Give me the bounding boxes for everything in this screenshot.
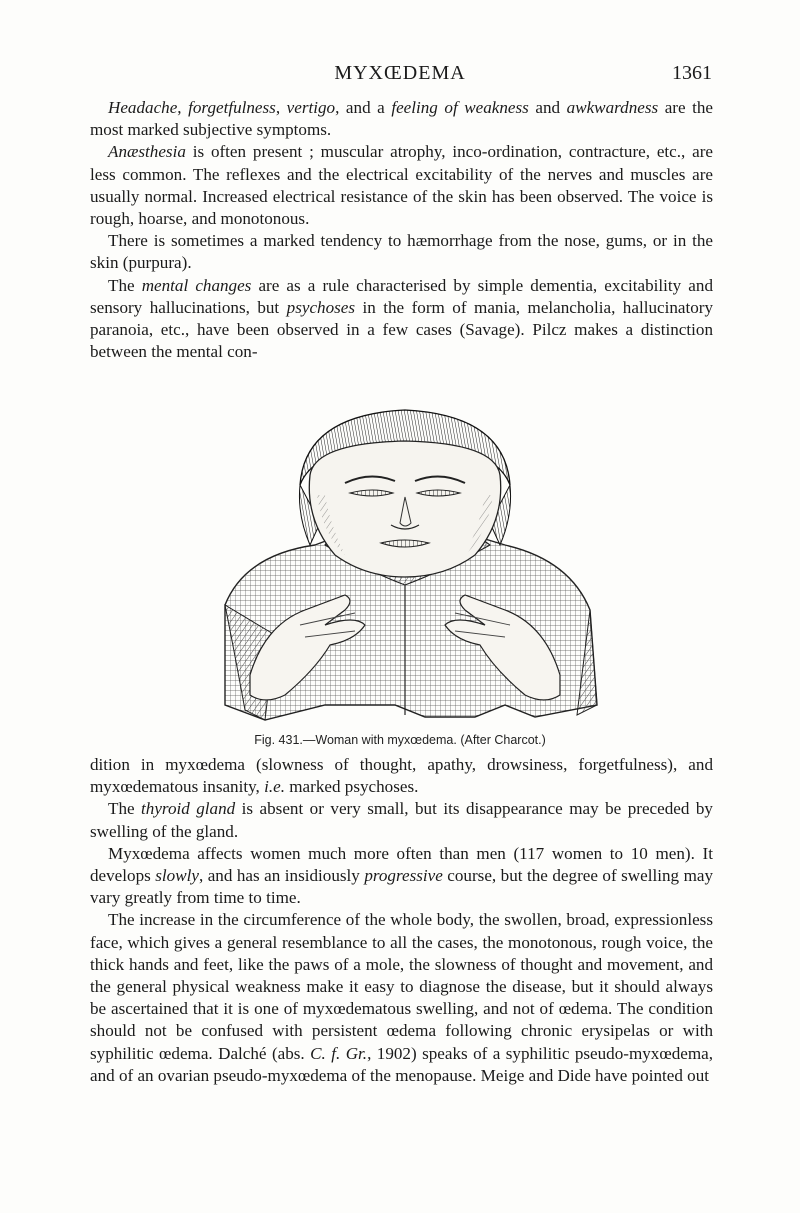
page-number: 1361 <box>672 62 712 84</box>
italic-run: awkwardness <box>566 98 659 117</box>
italic-run: i.e. <box>264 777 285 797</box>
running-title: MYXŒDEMA <box>334 62 466 84</box>
text-run: are as a rule characterised by simple dementia, excitability and sensory hallucinations, but <box>90 275 713 317</box>
paragraph <box>90 230 713 274</box>
text-run: course, but the degree of swelling may vary greatly from time to time. <box>90 866 713 908</box>
paragraph <box>90 909 713 1087</box>
paragraph <box>90 275 713 364</box>
italic-run: C. f. Gr. <box>310 1043 368 1063</box>
italic-run: forgetfulness <box>188 98 276 117</box>
italic-run: slowly <box>155 866 199 886</box>
text-run: , 1902) speaks of a syphilitic pseudo-myxœdema, and of an ovarian pseudo-myxœdema of the menopause. Meige and Dide have pointed out <box>90 1043 713 1085</box>
paragraph <box>90 754 713 798</box>
page-header <box>0 62 800 92</box>
text-run: The <box>108 799 142 819</box>
italic-run: Anæsthesia <box>108 142 186 162</box>
italic-run: psychoses <box>286 297 356 317</box>
text-run: , <box>177 98 189 117</box>
text-run: dition in myxœdema (slowness of thought, apathy, drowsiness, forgetfulness), and myxœdematous insanity, <box>90 755 713 797</box>
text-run: The <box>108 275 142 295</box>
italic-run: thyroid gland <box>141 799 236 819</box>
text-run: and <box>528 98 567 117</box>
text-run: is absent or very small, but its disappearance may be preceded by swelling of the gland. <box>90 799 713 841</box>
text-run: Myxœdema affects women much more often than men (117 women to 10 men). It develops <box>90 843 713 886</box>
text-run: , <box>275 98 287 117</box>
paragraph <box>90 141 713 230</box>
text-run: marked psychoses. <box>284 777 419 797</box>
text-block-top <box>90 97 713 363</box>
italic-run: feeling of weakness <box>391 98 529 117</box>
paragraph <box>90 843 713 910</box>
text-run: are the most marked subjective symptoms. <box>90 98 714 140</box>
italic-run: vertigo <box>286 98 336 117</box>
engraving-woman-illustration <box>205 405 605 730</box>
text-run: , and a <box>335 98 392 117</box>
paragraph <box>90 798 713 842</box>
italic-run: Headache <box>108 98 178 117</box>
text-run: There is sometimes a marked tendency to hæmorrhage from the nose, gums, or in the skin (purpura). <box>90 231 713 273</box>
text-run: in the form of mania, melancholia, hallucinatory paranoia, etc., have been observed in a few cases (Savage). Pilcz makes a distinction between the mental con- <box>90 297 713 362</box>
figure-illustration <box>205 405 605 730</box>
text-run: is often present ; muscular atrophy, inco-ordination, contracture, etc., are less common. The reflexes and the electrical excitability of the nerves and muscles are usually normal. Increased electrical resistance of the skin has been observed. The voice is rough, hoarse, and monotonous. <box>90 142 713 229</box>
italic-run: mental changes <box>141 275 252 295</box>
paragraph <box>90 97 713 141</box>
text-run: , and has an insidiously <box>198 866 365 886</box>
figure-caption: Fig. 431.—Woman with myxœdema. (After Charcot.) <box>254 733 546 747</box>
text-run: The increase in the circumference of the whole body, the swollen, broad, expressionless face, which gives a general resemblance to all the cases, the monotonous, rough voice, the thick hands and feet, like the paws of a mole, the slowness of thought and movement, and the general physical weakness make it easy to diagnose the disease, but it should always be ascertained that it is one of myxœdematous swelling, and not of œdema. The condition should not be confused with persistent œdema following chronic erysipelas or with syphilitic œdema. Dalché (abs. <box>90 910 713 1063</box>
italic-run: progressive <box>364 866 443 886</box>
text-block-bottom <box>90 754 713 1087</box>
